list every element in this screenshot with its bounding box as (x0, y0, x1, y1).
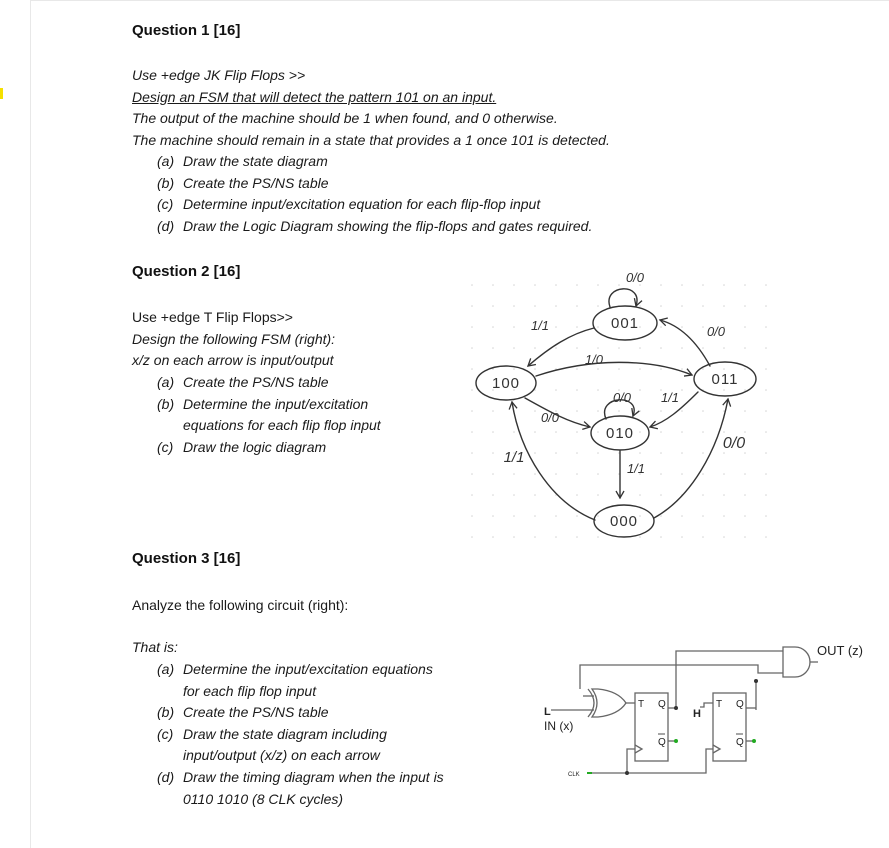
ff1-q-label: Q (658, 699, 666, 710)
item-label: (a) (157, 374, 175, 390)
input-level: L (544, 706, 551, 718)
item-text: Create the PS/NS table (183, 174, 329, 191)
item-text: Draw the Logic Diagram showing the flip-flops and gates required. (183, 217, 593, 234)
item-text: Draw the state diagram (183, 153, 328, 169)
question-1-body (132, 65, 610, 151)
and-gate (783, 647, 810, 677)
transition-label: 1/1 (503, 449, 525, 466)
item-label: (b) (157, 174, 175, 191)
grid-background (470, 272, 770, 542)
item-text: Draw the timing diagram when the input is (183, 768, 444, 785)
clock-triangle (713, 745, 720, 753)
pin-indicator (674, 739, 678, 743)
q3-that-is: That is: (132, 639, 178, 655)
clock-wire (591, 749, 635, 773)
clock-triangle (635, 745, 642, 753)
list-item (157, 659, 444, 681)
clk-label: CLK (568, 772, 580, 778)
list-item-continuation: 0110 1010 (8 CLK cycles) (183, 790, 344, 807)
junction-dot (674, 706, 678, 710)
output-label: OUT (z) (817, 643, 863, 658)
item-text: Draw the state diagram including (183, 725, 387, 742)
list-item (157, 394, 381, 416)
list-item-continuation: for each flip flop input (183, 682, 317, 699)
xor-gate-input-curve (588, 689, 594, 717)
item-text: Create the PS/NS table (183, 374, 329, 390)
transition-label: 1/1 (626, 461, 646, 476)
question-3-title: Question 3 [16] (132, 550, 241, 567)
transition-label: 0/0 (722, 435, 746, 452)
junction-dot (754, 679, 758, 683)
item-text: Determine the input/excitation (183, 395, 369, 412)
t2-level: H (693, 708, 701, 720)
ff1-t-label: T (638, 699, 645, 710)
q2-intro: Use +edge T Flip Flops>> (132, 309, 293, 325)
item-label: (a) (157, 153, 175, 169)
question-3-that-is (132, 637, 178, 659)
question-3-intro (132, 595, 348, 617)
item-label: (c) (157, 196, 174, 213)
list-item-continuation: equations for each flip flop input (183, 417, 381, 434)
state-label: 000 (609, 513, 639, 530)
transition-label: 0/0 (625, 270, 645, 285)
q1-line: The machine should remain in a state that provides a 1 once 101 is detected. (132, 131, 610, 148)
item-label: (b) (157, 395, 175, 412)
item-label: (c) (157, 438, 174, 455)
wire (700, 703, 713, 707)
item-text: Create the PS/NS table (183, 704, 329, 721)
question-1-title: Question 1 [16] (132, 22, 241, 39)
list-item (157, 151, 592, 173)
transition-label: 0/0 (612, 390, 632, 405)
q2-line: x/z on each arrow is input/output (132, 352, 334, 369)
list-item (157, 437, 381, 459)
item-label: (d) (157, 217, 175, 234)
list-item (157, 194, 592, 216)
transition-label: 1/0 (584, 352, 604, 367)
item-label: (d) (157, 768, 175, 785)
list-item (157, 372, 381, 394)
question-2-title: Question 2 [16] (132, 263, 241, 280)
circuit-diagram (530, 635, 875, 785)
list-item (157, 216, 592, 238)
q1-line: Design an FSM that will detect the pattern 101 on an input. (132, 88, 497, 105)
question-3-list (157, 659, 444, 810)
input-label: IN (x) (544, 719, 574, 733)
transition-label: 1/1 (660, 390, 680, 405)
list-item-continuation: input/output (x/z) on each arrow (183, 747, 380, 764)
junction-dot (625, 771, 629, 775)
highlight-marker (0, 88, 3, 99)
state-label: 011 (711, 371, 739, 388)
list-item (157, 724, 444, 746)
state-label: 100 (491, 375, 521, 392)
q1-line: The output of the machine should be 1 when found, and 0 otherwise. (132, 110, 558, 127)
xor-gate (592, 689, 626, 717)
wire (580, 665, 783, 689)
list-item (157, 767, 444, 789)
page-border-top (30, 0, 889, 1)
item-text: Draw the logic diagram (183, 438, 327, 455)
question-2-body (132, 307, 335, 372)
transition-label: 0/0 (706, 324, 726, 339)
q3-intro: Analyze the following circuit (right): (132, 597, 349, 613)
transition-label: 0/0 (540, 410, 560, 425)
ff2-t-label: T (716, 699, 723, 710)
ff1-qbar-label: Q (658, 737, 666, 748)
list-item (157, 173, 592, 195)
ff2-qbar-label: Q (736, 737, 744, 748)
list-item (157, 702, 444, 724)
question-2-list (157, 372, 381, 458)
page-border-left (30, 0, 31, 848)
state-label: 010 (605, 425, 635, 442)
ff2-q-label: Q (736, 699, 744, 710)
q1-line: Use +edge JK Flip Flops >> (132, 67, 306, 83)
wire (676, 651, 783, 708)
item-text: Determine input/excitation equation for each flip-flop input (183, 196, 541, 213)
item-label: (a) (157, 661, 175, 677)
wire (756, 681, 758, 710)
question-1-list (157, 151, 592, 237)
item-label: (b) (157, 704, 175, 721)
state-diagram (470, 262, 770, 547)
item-label: (c) (157, 725, 174, 742)
item-text: Determine the input/excitation equations (183, 661, 433, 677)
pin-indicator (752, 739, 756, 743)
state-label: 001 (610, 315, 640, 332)
q2-line: Design the following FSM (right): (132, 330, 336, 347)
transition-label: 1/1 (530, 318, 550, 333)
